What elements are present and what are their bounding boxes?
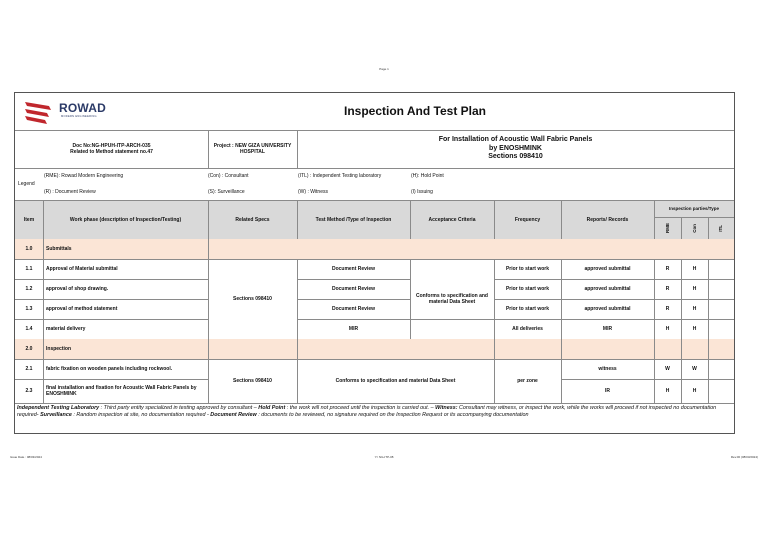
- reports: approved submittal: [584, 285, 631, 292]
- related-method-statement: Related to Method statement no.47: [70, 149, 153, 155]
- item-number: 1.2: [25, 285, 33, 292]
- reports: approved submittal: [584, 305, 631, 312]
- con-type: W: [692, 365, 697, 372]
- con-type: H: [692, 285, 697, 292]
- rme-type: W: [665, 365, 670, 372]
- frequency: Prior to start work: [505, 285, 550, 292]
- legend-item: (I) Issuing: [411, 188, 433, 195]
- rme-type: H: [665, 325, 670, 332]
- col-test-method: Test Method /Type of Inspection: [315, 216, 392, 223]
- related-specs: Sections 098410: [233, 295, 272, 302]
- itp-document: [14, 92, 735, 434]
- work-phase: Approval of Material submittal: [46, 265, 118, 272]
- footer-doc-ref: Y:\ NG-ITP-08: [374, 455, 394, 459]
- frequency: Prior to start work: [505, 265, 550, 272]
- work-phase: final installation and fixation for Acoustic Wall Fabric Panels by ENOSHMINK: [46, 384, 197, 397]
- section-name: Inspection: [46, 345, 72, 352]
- footer-revision: Rev.00 (08/03/2024): [730, 455, 758, 459]
- legend-item: (Con) : Consultant: [208, 172, 249, 179]
- page-title: Inspection And Test Plan: [343, 104, 486, 118]
- legend-item: (S): Surveillance: [208, 188, 245, 195]
- reports: IR: [605, 387, 610, 394]
- section-name: Submittals: [46, 245, 72, 252]
- install-title: For Installation of Acoustic Wall Fabric Panels: [438, 135, 593, 143]
- work-phase: fabric fixation on wooden panels including rockwool.: [46, 365, 173, 372]
- install-contractor: by ENOSHMINK: [489, 144, 542, 152]
- con-type: H: [692, 387, 697, 394]
- reports: MIR: [602, 325, 613, 332]
- section-number: 1.0: [25, 245, 33, 252]
- section-number: 2.0: [25, 345, 33, 352]
- col-inspection-parties: Inspection parties/Type: [669, 206, 719, 212]
- col-rme: RME: [664, 223, 670, 233]
- item-number: 2.3: [25, 387, 33, 394]
- definitions-note: Independent Testing Laboratory : Third party entity specialized in testing approved by consultant – Hold Point : the work will not proceed until the inspection is carried out. – Witness: Consultant may witness, or inspect the work, while the works will proceed if not inspected no documentation required- Surveillance : Random inspection at site, no documentation required - Document Review : documents to be reviewed, no signature required on the Inspection Request or its accompanying documentation: [17, 405, 717, 419]
- install-sections: Sections 098410: [488, 153, 543, 161]
- legend-item: (RME): Rowad Modern Engineering: [44, 172, 124, 179]
- logo-name: ROWAD: [59, 101, 106, 115]
- col-acceptance: Acceptance Criteria: [428, 216, 476, 223]
- rme-type: R: [665, 285, 670, 292]
- rme-type: H: [665, 387, 670, 394]
- footer-issue-date: Issue Date : 08/03/2024: [10, 455, 42, 459]
- install-description: [297, 130, 734, 168]
- rowad-logo-icon: [25, 100, 55, 124]
- doc-number: Doc No:NG-HPUH-ITP-ARCH-035: [72, 142, 151, 149]
- test-method: Document Review: [331, 305, 376, 312]
- project-name: Project : NEW GIZA UNIVERSITY HOSPITAL: [213, 142, 292, 155]
- con-type: H: [692, 305, 697, 312]
- col-frequency: Frequency: [514, 216, 541, 223]
- frequency: per zone: [517, 377, 538, 384]
- item-number: 1.3: [25, 305, 33, 312]
- test-method: Document Review: [331, 265, 376, 272]
- col-related-specs: Related Specs: [235, 216, 270, 223]
- con-type: H: [692, 325, 697, 332]
- logo-subtitle: MODERN ENGINEERING: [61, 115, 97, 118]
- col-itl: ITL: [718, 224, 724, 232]
- legend-item: (ITL) : Independent Testing laboratory: [298, 172, 382, 179]
- col-work-phase: Work phase (description of Inspection/Testing): [69, 216, 182, 223]
- legend-label: Legend: [18, 180, 35, 187]
- test-method: Document Review: [331, 285, 376, 292]
- work-phase: approval of shop drawing.: [46, 285, 109, 292]
- frequency: All deliveries: [512, 325, 543, 332]
- reports: witness: [598, 365, 617, 372]
- item-number: 1.4: [25, 325, 33, 332]
- acceptance-criteria: Conforms to specification and material Data Sheet: [335, 377, 456, 384]
- rme-type: R: [665, 305, 670, 312]
- related-specs: Sections 098410: [233, 377, 272, 384]
- legend-item: (R) : Document Review: [44, 188, 96, 195]
- legend-item: (W) : Witness: [298, 188, 328, 195]
- con-type: H: [692, 265, 697, 272]
- item-number: 1.1: [25, 265, 33, 272]
- col-reports: Reports/ Records: [586, 216, 629, 223]
- test-method: MIR: [348, 325, 359, 332]
- item-number: 2.1: [25, 365, 33, 372]
- doc-info: [15, 130, 208, 168]
- work-phase: material delivery: [46, 325, 86, 332]
- col-con: Con: [691, 223, 697, 233]
- acceptance-criteria: Conforms to specification and material Data Sheet: [416, 292, 488, 305]
- work-phase: approval of method statement: [46, 305, 118, 312]
- title-row: [15, 93, 734, 130]
- page-number: Page 1: [379, 67, 389, 71]
- legend-item: (H): Hold Point: [411, 172, 444, 179]
- frequency: Prior to start work: [505, 305, 550, 312]
- reports: approved submittal: [584, 265, 631, 272]
- rme-type: R: [665, 265, 670, 272]
- col-item: Item: [23, 216, 35, 223]
